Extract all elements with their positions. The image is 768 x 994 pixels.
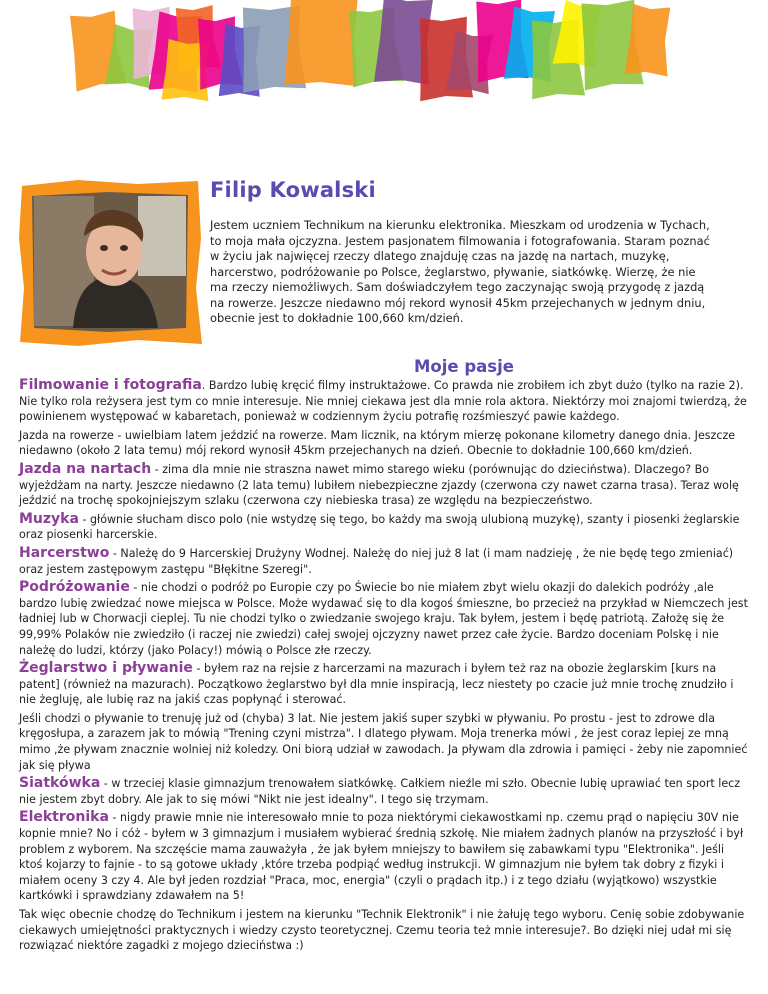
pasja-heading: Jazda na nartach — [19, 460, 152, 477]
pasja-elektronika — [19, 810, 749, 904]
pasja-zeglarstwo — [19, 661, 749, 708]
pasja-heading: Podróżowanie — [19, 579, 130, 596]
pasja-heading: Elektronika — [19, 809, 109, 826]
color-banner — [0, 0, 768, 150]
pasja-plywanie: Jeśli chodzi o pływanie to trenuję już od (chyba) 3 lat. Nie jestem jakiś super szybki w pływaniu. Po prostu - jest to zdrowe dla kręgosłupa, a zarazem jak to mówią "Trening czyni mistrza". I dlatego pływam. Moja trenerka mówi , że jest coraz lepiej ze mną mimo ,że pływam znacznie wolniej niż koledzy. Oni biorą udział w zawodach. Ja pływam dla zdrowia i pamięci - żeby nie zapomnieć jak się pływa — [19, 711, 748, 772]
pasja-heading: Filmowanie i fotografia — [19, 377, 202, 393]
banner-shapes — [0, 0, 768, 150]
pasja-heading: Żeglarstwo i pływanie — [19, 660, 193, 677]
bio-text: Jestem uczniem Technikum na kierunku elektronika. Mieszkam od urodzenia w Tychach, to moja mała ojczyzna. Jestem pasjonatem filmowania i fotografowania. Staram poznać w życiu jak najwięcej rzeczy dlatego znajduję czas na jazdę na nartach, muzykę, harcerstwo, podróżowanie po Polsce, żeglarstwo, pływanie, siatkówkę. Wierzę, że nie ma rzeczy niemożliwych. Sam doświadczyłem tego zaczynając swoją przygodę z jazdą na rowerze. Jeszcze niedawno mój rekord wynosił 45km przejechanych w jednym dniu, obecnie jest to dokładnie 100,660 km/dzień. — [210, 218, 710, 325]
pasja-heading: Harcerstwo — [19, 544, 110, 561]
pasja-rower: Jazda na rowerze - uwielbiam latem jeździć na rowerze. Mam licznik, na którym mierzę pokonane kilometry danego dnia. Jeszcze niedawno (około 2 lata temu) mój rekord wynosił 45km przejechanych na dzień. Obecnie to dokładnie 100,660 km/dzień. — [19, 428, 736, 458]
pasja-podrozowanie — [19, 580, 749, 658]
page-title: Filip Kowalski — [210, 178, 376, 202]
pasja-heading: Muzyka — [19, 510, 79, 527]
pasja-text: - w trzeciej klasie gimnazjum trenowałem siatkówkę. Całkiem nieźle mi szło. Obecnie lubię uprawiać ten sport lecz nie jestem zbyt dobry. Ale jak to się mówi "Nikt nie jest idealny". I tego się trzymam. — [19, 777, 741, 806]
pasja-siatkowka — [19, 776, 749, 807]
pasje-list — [19, 378, 749, 957]
portrait-photo-icon — [18, 178, 203, 348]
pasja-heading: Siatkówka — [19, 775, 101, 792]
pasja-text: - byłem raz na rejsie z harcerzami na mazurach i byłem też raz na obozie żeglarskim [kurs na patent] (również na mazurach). Początkowo żeglarstwo był dla mnie inspiracją, lecz niestety po czacie już mnie trochę znudziło i nie żegluję, ale lubię raz na jakiś czas popłynąć i sterować. — [19, 662, 734, 707]
pasja-narty — [19, 462, 749, 509]
pasja-text: - nie chodzi o podróż po Europie czy po Świecie bo nie miałem zbyt wielu okazji do dalekich podróży ,ale bardzo lubię zwiedzać nowe miejsca w Polsce. Może wydawać się to dla kogoś śmieszne, bo przecież na przykład w Niemczech jest ładniej lub w Chorwacji cieplej. Tu nie chodzi tylko o zwiedzanie swojego kraju. Tak byłem, jestem i będę patriotą. Założę się że 99,99% Polaków nie zwiedziło (i raczej nie zwiedzi) całej swojej ojczyzny nawet przez całe życie. Bardzo doceniam Polskę i nie należę do ludzi, którzy (jako Polacy!) mówią o Polsce złe rzeczy. — [19, 581, 748, 657]
pasja-harcerstwo — [19, 546, 749, 577]
pasja-filmowanie — [19, 378, 749, 425]
pasja-elektronika-extra: Tak więc obecnie chodzę do Technikum i jestem na kierunku "Technik Elektronik" i nie żałuję tego wyboru. Cenię sobie zdobywanie ciekawych umiejętności praktycznych i wiedzy czysto teoretycznej. Czemu teoria też mnie interesuje?. Bo dzięki niej udał mi się rozwiązać niektóre zagadki z mojego dzieciństwa :) — [19, 908, 745, 953]
pasja-muzyka — [19, 512, 749, 543]
pasja-text: - zima dla mnie nie straszna nawet mimo starego wieku (porównując do dzieciństwa). Dlaczego? Bo wyjeżdżam na narty. Jeszcze niedawno (2 lata temu) lubiłem niebezpieczne zjazdy (czerwona czy nawet czarna trasa). Teraz wolę jeździć na trochę spokojniejszym szlaku (czerwona czy niebieska trasa) ze względu na bezpieczeństwo. — [19, 462, 739, 508]
pasja-text: - głównie słucham disco polo (nie wstydzę się tego, bo każdy ma swoją ulubioną muzykę), szanty i piosenki żeglarskie oraz piosenki harcerskie. — [19, 512, 740, 542]
pasja-text: - nigdy prawie mnie nie interesowało mnie to poza niektórymi ciekawostkami np. czemu prąd o napięciu 30V nie kopnie mnie? No i cóż - byłem w 3 gimnazjum i musiałem wybierać średnią szkołę. Nie miałem żadnych planów na przyszłość i był problem z wyborem. Na szczęście mama zauważyła , że jak byłem mniejszy to bawiłem się zabawkami typu "Elektronika". Jeśli ktoś kojarzy to fajnie - to są gotowe układy ,które trzeba podpiąć według instrukcji. W gimnazjum nie byłem tak dobry z fizyki i miałem oceny 3 czy 4. Ale był jeden rozdział "Praca, moc, energia" (czyli o prądach itp.) i z tego działu (wyjątkowo) wszystkie kartkówki i sprawdziany zdawałem na 5! — [19, 811, 744, 903]
section-title: Moje pasje — [414, 357, 514, 376]
profile-photo-frame — [18, 178, 203, 352]
banner-brushstroke — [284, 0, 360, 87]
pasja-text: - Należę do 9 Harcerskiej Drużyny Wodnej. Należę do niej już 8 lat (i mam nadzieję , że nie będę tego zmieniać) oraz jestem zastępowym zastępu "Błękitne Szeregi". — [19, 546, 734, 576]
pasja-text: . Bardzo lubię kręcić filmy instruktażowe. Co prawda nie zrobiłem ich zbyt dużo (tylko na razie 2). Nie tylko rola reżysera jest tym co mnie interesuje. Nie mniej ciekawa jest dla mnie rola aktora. Niektórzy moi znajomi twierdzą, że powinienem występować w kabaretach, ponieważ w codziennym życiu potrafię rozśmieszyć pawie każdego. — [19, 379, 747, 424]
